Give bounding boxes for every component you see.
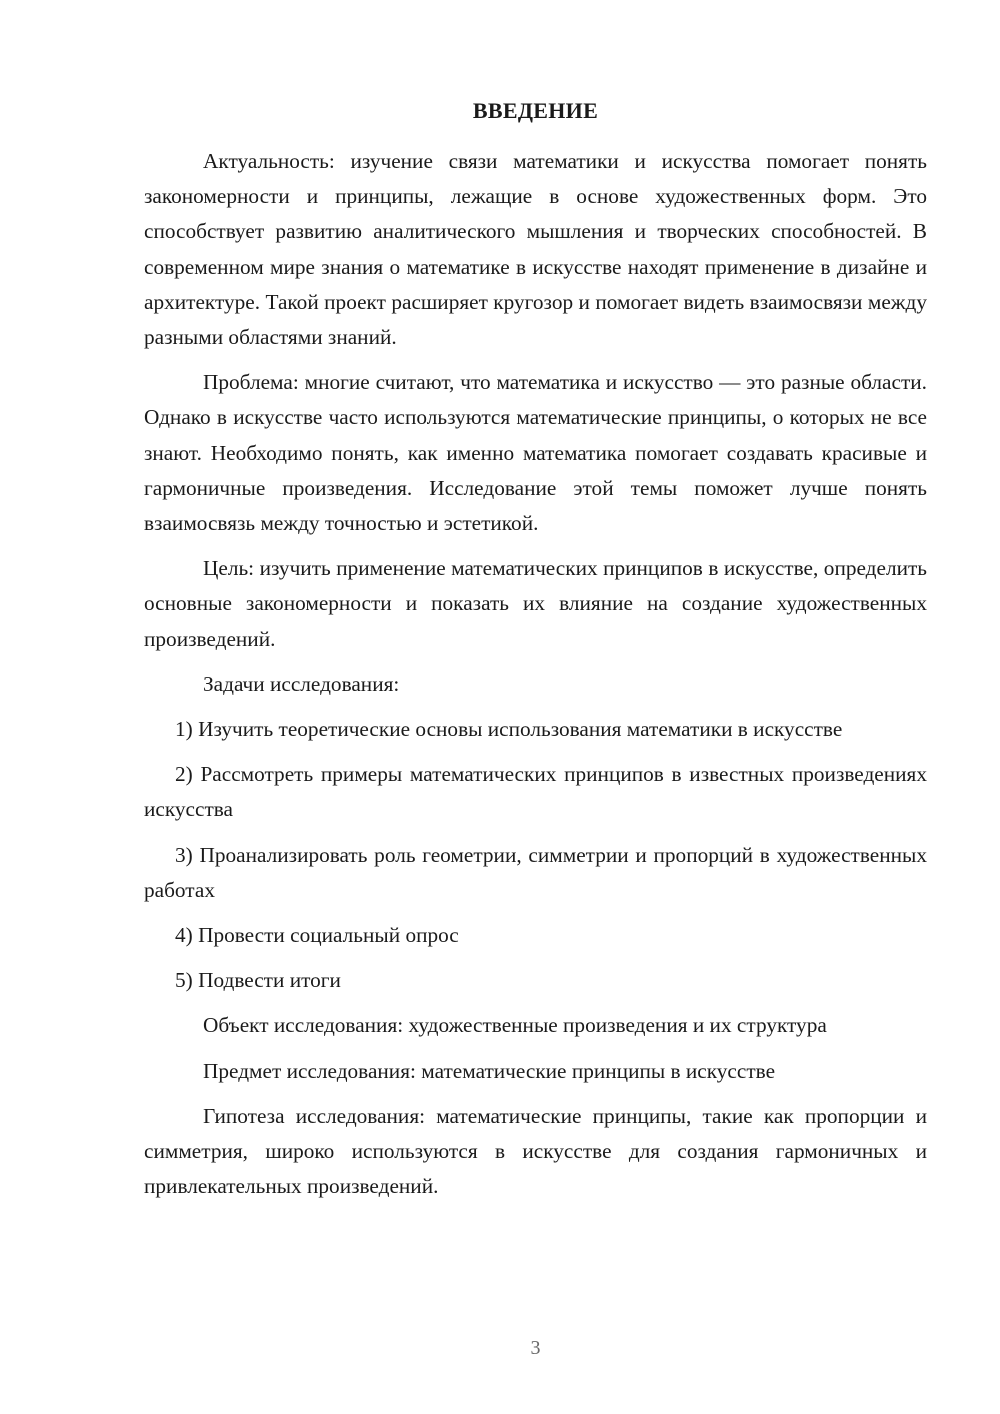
list-item: 5) Подвести итоги bbox=[175, 968, 341, 993]
list-item: 4) Провести социальный опрос bbox=[175, 923, 459, 948]
page-number: 3 bbox=[530, 1337, 541, 1359]
paragraph-subject: Предмет исследования: математические принципы в искусстве bbox=[203, 1058, 776, 1083]
list-item: 2) Рассмотреть примеры математических принципов в известных произведениях искусства bbox=[144, 762, 927, 822]
paragraph-goal: Цель: изучить применение математических принципов в искусстве, определить основные закономерности и показать их влияние на создание художественных произведений. bbox=[144, 556, 927, 651]
document-body bbox=[144, 144, 927, 1214]
paragraph-relevance: Актуальность: изучение связи математики и искусства помогает понять закономерности и принципы, лежащие в основе художественных форм. Это способствует развитию аналитического мышления и творческих способностей. В современном мире знания о математике в искусстве находят применение в дизайне и архитектуре. Такой проект расширяет кругозор и помогает видеть взаимосвязи между разными областями знаний. bbox=[144, 149, 927, 350]
paragraph-object: Объект исследования: художественные произведения и их структура bbox=[203, 1013, 827, 1038]
paragraph-problem: Проблема: многие считают, что математика и искусство — это разные области. Однако в искусстве часто используются математические принципы, о которых не все знают. Необходимо понять, как именно математика помогает создавать красивые и гармоничные произведения. Исследование этой темы поможет лучше понять взаимосвязь между точностью и эстетикой. bbox=[144, 370, 927, 536]
list-item: 3) Проанализировать роль геометрии, симметрии и пропорций в художественных работах bbox=[144, 842, 927, 902]
page-title: ВВЕДЕНИЕ bbox=[472, 98, 599, 123]
paragraph-hypothesis: Гипотеза исследования: математические принципы, такие как пропорции и симметрия, широко используются в искусстве для создания гармоничных и привлекательных произведений. bbox=[144, 1103, 927, 1199]
list-item: 1) Изучить теоретические основы использования математики в искусстве bbox=[175, 717, 843, 742]
tasks-title: Задачи исследования: bbox=[203, 671, 400, 696]
